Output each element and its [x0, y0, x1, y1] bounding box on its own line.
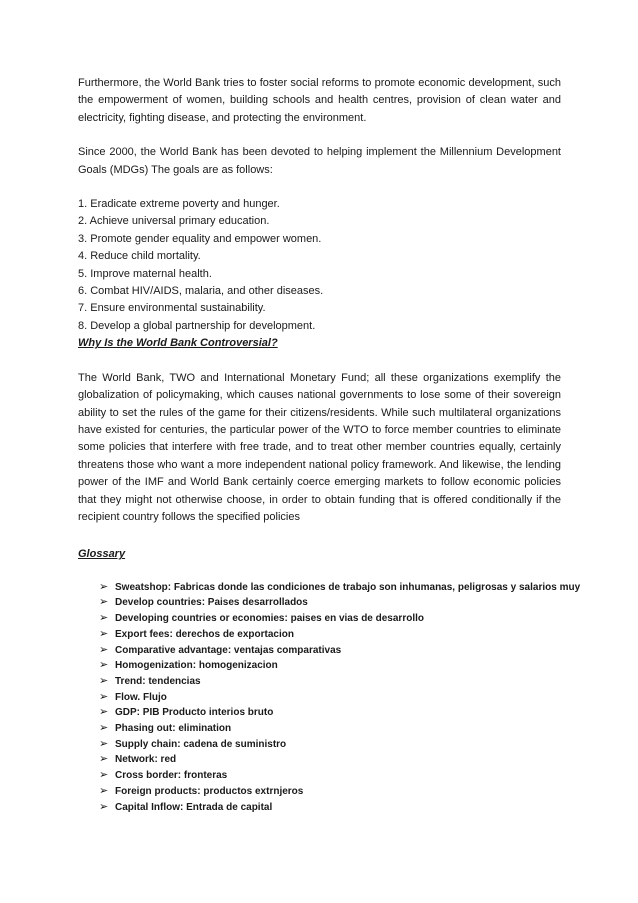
arrowhead-bullet-icon: ➢ [99, 722, 109, 735]
glossary-item: ➢ Phasing out: elimination [99, 721, 561, 737]
goal-item: 2. Achieve universal primary education. [78, 215, 270, 228]
glossary-heading: Glossary [78, 548, 126, 561]
mdg-paragraph: Since 2000, the World Bank has been devoted to helping implement the Millennium Development Goals (MDGs) The goals are as follows: [78, 146, 561, 176]
glossary-item: ➢ Developing countries or economies: paises en vias de desarrollo [99, 611, 561, 627]
glossary-item: ➢ GDP: PIB Producto interios bruto [99, 705, 561, 721]
goal-item: 1. Eradicate extreme poverty and hunger. [78, 198, 280, 211]
goal-item: 3. Promote gender equality and empower women. [78, 232, 322, 245]
arrowhead-bullet-icon: ➢ [99, 580, 109, 593]
arrowhead-bullet-icon: ➢ [99, 690, 109, 703]
controversy-paragraph: The World Bank, TWO and International Monetary Fund; all these organizations exemplify the globalization of policymaking, which causes national governments to lose some of their sovereign ability to set the rules of the game for their citizens/residents. While such multilateral organizations have existed for centuries, the particular power of the WTO to force member countries to eliminate some policies that interfere with free trade, and to treat other member countries equally, certainly threatens those who want a more independent national policy framework. And likewise, the lending power of the IMF and World Bank certainly coerce emerging markets to follow economic policies that they might not otherwise choose, in order to obtain funding that is offered conditionally if the recipient country follows the specified policies [78, 371, 561, 523]
glossary-item: ➢ Cross border: fronteras [99, 768, 561, 784]
glossary-item: ➢ Foreign products: productos extrnjeros [99, 784, 561, 800]
glossary-item: ➢ Capital Inflow: Entrada de capital [99, 800, 561, 816]
arrowhead-bullet-icon: ➢ [99, 800, 109, 813]
glossary-item: ➢ Export fees: derechos de exportacion [99, 627, 561, 643]
goal-item: 8. Develop a global partnership for development. [78, 319, 316, 332]
goal-item: 6. Combat HIV/AIDS, malaria, and other diseases. [78, 285, 324, 298]
goal-item: 4. Reduce child mortality. [78, 250, 201, 263]
page-content [78, 75, 581, 815]
glossary-item: ➢ Trend: tendencias [99, 674, 561, 690]
glossary-item: ➢ Flow. Flujo [99, 690, 561, 706]
glossary-item: ➢ Comparative advantage: ventajas comparativas [99, 643, 561, 659]
arrowhead-bullet-icon: ➢ [99, 753, 109, 766]
goals-list [78, 196, 561, 335]
arrowhead-bullet-icon: ➢ [99, 643, 109, 656]
goal-item: 7. Ensure environmental sustainability. [78, 302, 266, 315]
arrowhead-bullet-icon: ➢ [99, 706, 109, 719]
glossary-item: ➢ Sweatshop: Fabricas donde las condiciones de trabajo son inhumanas, peligrosas y salarios muy [99, 580, 561, 596]
glossary-item: ➢ Supply chain: cadena de suministro [99, 737, 561, 753]
glossary-item: ➢ Network: red [99, 752, 561, 768]
controversy-heading: Why Is the World Bank Controversial? [78, 337, 278, 350]
arrowhead-bullet-icon: ➢ [99, 612, 109, 625]
arrowhead-bullet-icon: ➢ [99, 737, 109, 750]
glossary-list [78, 580, 581, 816]
intro-paragraph: Furthermore, the World Bank tries to foster social reforms to promote economic development, such the empowerment of women, building schools and health centres, provision of clean water and electricity, fighting disease, and protecting the environment. [78, 77, 561, 124]
arrowhead-bullet-icon: ➢ [99, 596, 109, 609]
glossary-item: ➢ Develop countries: Paises desarrollados [99, 595, 561, 611]
arrowhead-bullet-icon: ➢ [99, 627, 109, 640]
goal-item: 5. Improve maternal health. [78, 267, 212, 280]
arrowhead-bullet-icon: ➢ [99, 769, 109, 782]
arrowhead-bullet-icon: ➢ [99, 674, 109, 687]
glossary-item: ➢ Homogenization: homogenizacion [99, 658, 561, 674]
arrowhead-bullet-icon: ➢ [99, 784, 109, 797]
arrowhead-bullet-icon: ➢ [99, 659, 109, 672]
